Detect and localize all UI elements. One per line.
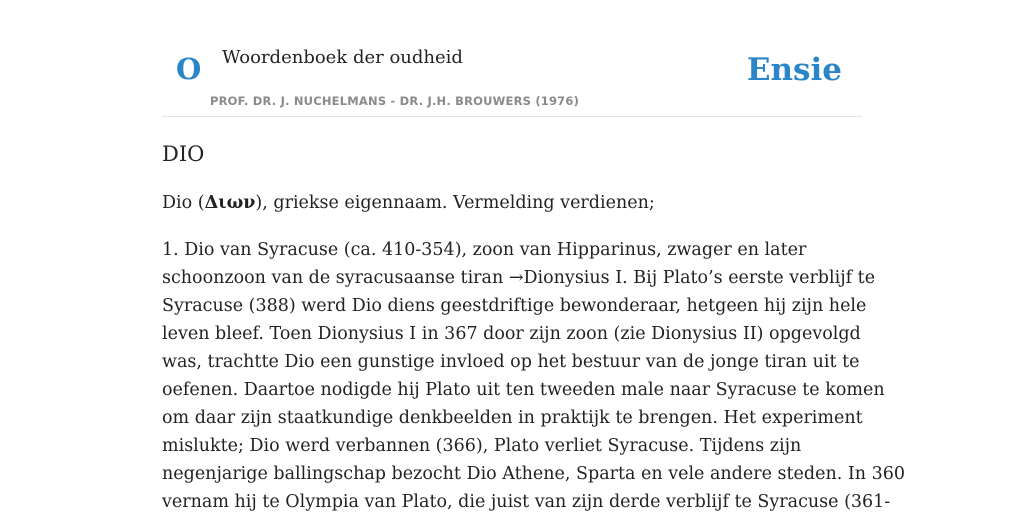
paragraph-line: vernam hij te Olympia van Plato, die juist van zijn derde verblijf te Syracuse (361-: [162, 492, 891, 512]
paragraph-line: negenjarige ballingschap bezocht Dio Athene, Sparta en vele andere steden. In 360: [162, 464, 905, 484]
entry-paragraph: [162, 236, 905, 512]
paragraph-line: mislukte; Dio werd verbannen (366), Plato verliet Syracuse. Tijdens zijn: [162, 436, 802, 456]
paragraph-line: Syracuse (388) werd Dio diens geestdriftige bewonderaar, hetgeen hij zijn hele: [162, 296, 867, 316]
paragraph-line: leven bleef. Toen Dionysius I in 367 door zijn zoon (zie Dionysius II) opgevolgd: [162, 324, 861, 344]
paragraph-line: oefenen. Daartoe nodigde hij Plato uit ten tweeden male naar Syracuse te komen: [162, 380, 885, 400]
dionysius-link[interactable]: Dionysius I: [523, 268, 623, 288]
paragraph-line-text: schoonzoon van de syracusaanse tiran: [162, 268, 509, 288]
brand-logo[interactable]: Ensie: [746, 52, 842, 88]
cross-reference-arrow-icon: →: [508, 268, 524, 288]
entry-title: DIO: [162, 142, 205, 166]
paragraph-line: [162, 264, 876, 292]
paragraph-line-text: . Bij Plato’s eerste verblijf te: [622, 268, 876, 288]
book-authors: PROF. DR. J. NUCHELMANS - DR. J.H. BROUWERS (1976): [210, 94, 580, 108]
intro-text-before: Dio (: [162, 193, 205, 213]
entry-intro: [162, 189, 862, 217]
intro-text-after: ), griekse eigennaam. Vermelding verdienen;: [255, 193, 655, 213]
greek-name: Διων: [204, 193, 256, 213]
dictionary-header: [162, 0, 862, 117]
index-letter[interactable]: O: [176, 52, 202, 86]
paragraph-line: was, trachtte Dio een gunstige invloed op het bestuur van de jonge tiran uit te: [162, 352, 860, 372]
entry-content: [162, 138, 905, 512]
paragraph-line: 1. Dio van Syracuse (ca. 410-354), zoon van Hipparinus, zwager en later: [162, 240, 807, 260]
book-title[interactable]: Woordenboek der oudheid: [222, 47, 463, 68]
paragraph-line: om daar zijn staatkundige denkbeelden in praktijk te brengen. Het experiment: [162, 408, 863, 428]
